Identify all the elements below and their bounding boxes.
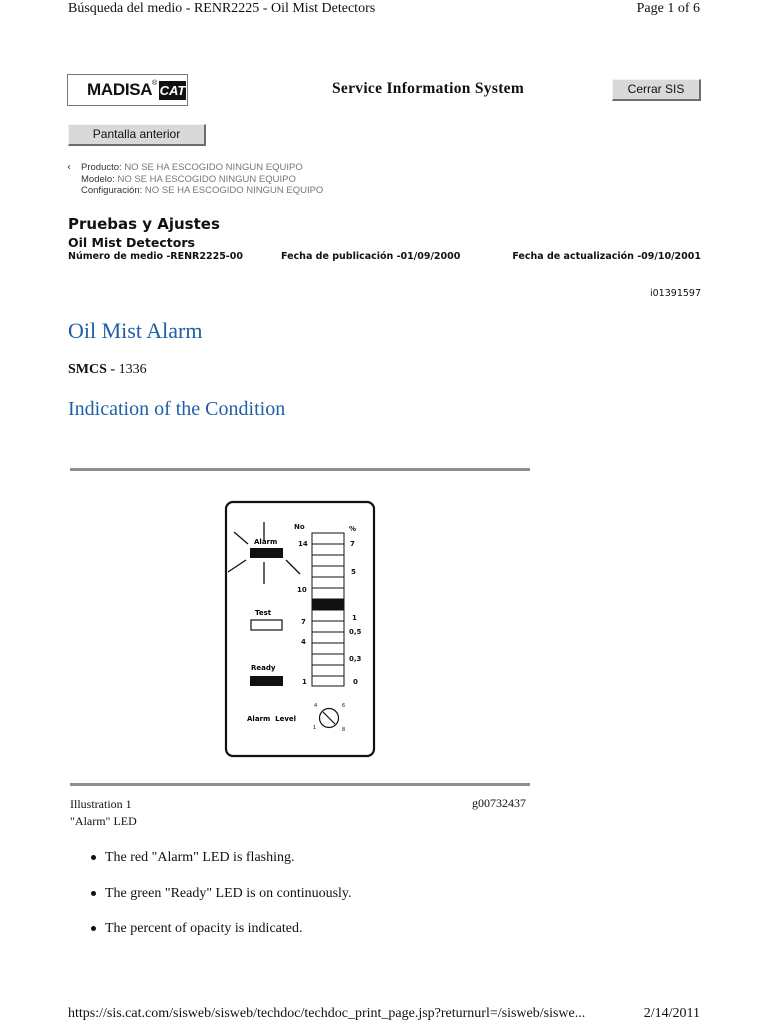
alarm-level-label: Alarm Level <box>247 715 297 723</box>
right-scale-header: % <box>349 525 357 533</box>
logo-registered-mark: ® <box>152 80 158 87</box>
illustration-title: "Alarm" LED <box>70 814 137 828</box>
right-scale-1: 1 <box>352 614 357 622</box>
ready-led <box>250 676 283 686</box>
page-heading: Oil Mist Alarm <box>68 318 203 343</box>
alarm-panel-illustration <box>224 500 376 758</box>
publication-date: Fecha de publicación -01/09/2000 <box>281 251 461 262</box>
left-scale-1: 1 <box>302 678 307 686</box>
subheading: Indication of the Condition <box>68 398 286 420</box>
media-number: Número de medio -RENR2225-00 <box>68 251 243 262</box>
right-scale-5: 5 <box>351 568 356 576</box>
section-title: Pruebas y Ajustes <box>68 215 220 233</box>
left-scale-14: 14 <box>298 540 308 548</box>
smcs-value: 1336 <box>118 362 147 377</box>
previous-screen-button[interactable]: Pantalla anterior <box>68 124 206 146</box>
equipment-selection <box>68 162 323 197</box>
alarm-led <box>250 548 283 558</box>
condition-list <box>88 848 352 955</box>
close-sis-button[interactable]: Cerrar SIS <box>612 79 701 101</box>
alarm-label: Alarm <box>254 538 278 546</box>
left-scale-header: No <box>294 523 305 531</box>
print-footer-url: https://sis.cat.com/sisweb/sisweb/techdoc/techdoc_print_page.jsp?returnurl=/sisweb/siswe... <box>68 1006 586 1021</box>
dial-mark-1: 1 <box>313 725 317 731</box>
illustration-number: Illustration 1 <box>70 797 132 811</box>
figure-caption <box>70 796 137 830</box>
graphic-id: g00732437 <box>472 796 526 810</box>
ready-label: Ready <box>251 664 276 672</box>
right-scale-0-3: 0,3 <box>349 655 362 663</box>
smcs-label: SMCS - <box>68 362 116 377</box>
system-title: Service Information System <box>332 80 525 97</box>
right-scale-7: 7 <box>350 540 355 548</box>
madisa-cat-logo <box>67 74 188 106</box>
logo-cat-mark: CAT <box>159 83 186 98</box>
right-scale-0-5: 0,5 <box>349 628 362 636</box>
right-scale-0: 0 <box>353 678 358 686</box>
left-scale-7: 7 <box>301 618 306 626</box>
print-footer-date: 2/14/2011 <box>643 1006 700 1021</box>
dial-mark-4: 4 <box>314 703 318 709</box>
document-id: i01391597 <box>650 288 701 299</box>
print-header-title: Búsqueda del medio - RENR2225 - Oil Mist Detectors <box>68 1 376 16</box>
test-led <box>251 620 282 630</box>
figure-bottom-rule <box>70 783 530 786</box>
document-title: Oil Mist Detectors <box>68 235 195 250</box>
bar-graph-lit-segment <box>312 599 344 610</box>
configuration-value: NO SE HA ESCOGIDO NINGUN EQUIPO <box>144 185 324 196</box>
configuration-row <box>68 185 323 197</box>
test-label: Test <box>255 609 272 617</box>
model-row <box>68 174 323 186</box>
figure-top-rule <box>70 468 530 471</box>
chevron-left-icon[interactable]: ‹ <box>67 162 71 173</box>
update-date: Fecha de actualización -09/10/2001 <box>512 251 701 262</box>
logo-madisa-text: MADISA <box>87 80 153 99</box>
model-value: NO SE HA ESCOGIDO NINGUN EQUIPO <box>117 173 296 185</box>
model-label: Modelo: <box>81 173 115 185</box>
dial-mark-8: 8 <box>342 727 346 733</box>
product-value: NO SE HA ESCOGIDO NINGUN EQUIPO <box>124 162 303 173</box>
product-label: Producto: <box>81 162 122 173</box>
dial-mark-6: 6 <box>342 703 346 709</box>
product-row <box>68 162 323 174</box>
list-item: The green "Ready" LED is on continuously. <box>88 884 352 920</box>
configuration-label: Configuración: <box>81 185 143 196</box>
list-item: The percent of opacity is indicated. <box>88 919 352 955</box>
left-scale-4: 4 <box>301 638 306 646</box>
list-item: The red "Alarm" LED is flashing. <box>88 848 352 884</box>
smcs-code <box>68 362 147 378</box>
left-scale-10: 10 <box>297 586 307 594</box>
print-header-page: Page 1 of 6 <box>636 1 700 16</box>
